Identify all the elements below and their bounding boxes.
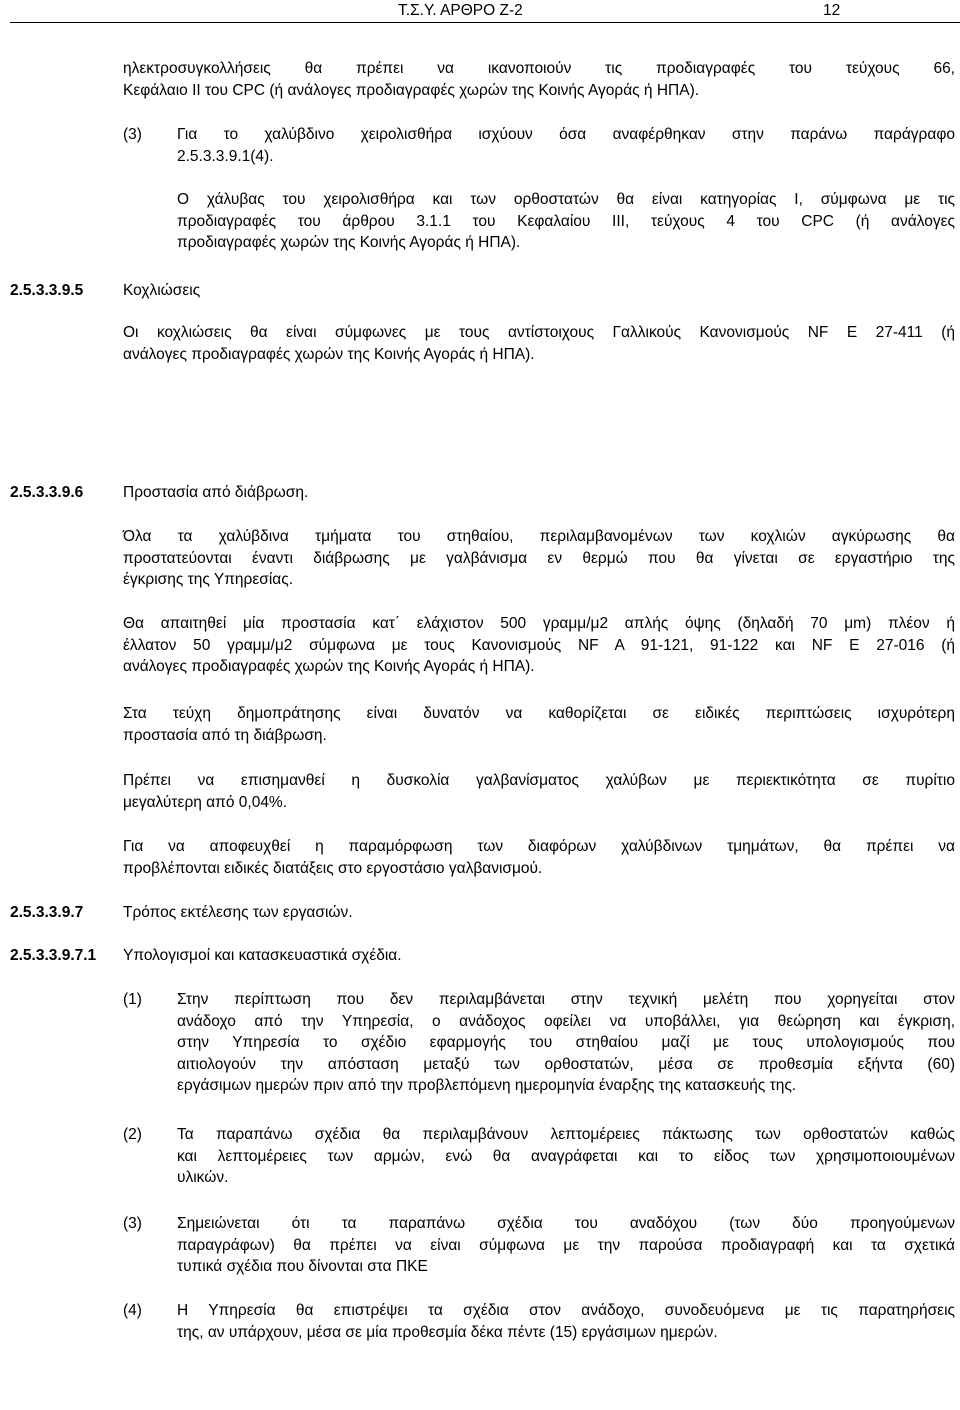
section-6-paragraph-2 [123, 613, 955, 678]
text-line: μεγαλύτερη από 0,04%. [123, 793, 288, 811]
item-number: (4) [123, 1302, 142, 1319]
text-line: προδιαγραφές χωρών της Κοινής Αγοράς ή ΗΠΑ). [177, 234, 521, 251]
text-line: 2.5.3.3.9.1(4). [177, 147, 274, 165]
text-line: Για το χαλύβδινο χειρολισθήρα ισχύουν όσα αναφέρθηκαν στην παράνω παράγραφο [177, 126, 955, 143]
text-line: προβλέπονται ειδικές διατάξεις στο εργοστάσιο γαλβανισμού. [123, 859, 543, 877]
text-line: Θα απαιτηθεί μία προστασία κατ΄ ελάχιστον 500 γραμμ/μ2 απλής όψης (δηλαδή 70 μm) πλέον ή [123, 615, 955, 632]
item-3-subparagraph [177, 189, 955, 254]
text-line: Πρέπει να επισημανθεί η δυσκολία γαλβανίσματος χαλύβων με περιεκτικότητα σε πυρίτιο [123, 772, 955, 789]
text-line: προδιαγραφές του άρθρου 3.1.1 του Κεφαλαίου ΙΙΙ, τεύχους 4 του CPC (ή ανάλογες [177, 212, 955, 230]
section-heading [10, 280, 83, 302]
section-6-paragraph-4 [123, 770, 955, 813]
item-number: (2) [123, 1126, 142, 1143]
text-line: ανάδοχο από την Υπηρεσία, ο ανάδοχος οφείλει να υποβάλλει, για θεώρηση και έγκριση, [177, 1012, 955, 1030]
text-line: παραγράφων) θα πρέπει να είναι σύμφωνα με την παρούσα προδιαγραφή και τα σχετικά [177, 1236, 955, 1254]
section-6-paragraph-3 [123, 703, 955, 746]
item-number: (3) [123, 126, 142, 143]
text-line: έλλατον 50 γραμμ/μ2 σύμφωνα με τους Κανονισμούς NF A 91-121, 91-122 και NF E 27-016 (ή [123, 636, 955, 654]
section-title: Προστασία από διάβρωση. [123, 484, 309, 501]
section-5-paragraph [123, 322, 955, 365]
header-divider [10, 22, 960, 23]
section-title: Τρόπος εκτέλεσης των εργασιών. [123, 904, 353, 921]
item-3-paragraph [177, 124, 955, 167]
text-line: ανάλογες προδιαγραφές χωρών της Κοινής Αγοράς ή ΗΠΑ). [123, 658, 535, 675]
text-line: αιτιολογούν την απόσταση μεταξύ των ορθοστατών, μέσα σε προθεσμία εξήντα (60) [177, 1055, 955, 1073]
list-item [177, 1124, 955, 1189]
section-title: Υπολογισμοί και κατασκευαστικά σχέδια. [123, 947, 402, 964]
text-line: Όλα τα χαλύβδινα τμήματα του στηθαίου, περιλαμβανομένων των κοχλιών αγκύρωσης θα [123, 528, 955, 545]
section-title: Κοχλιώσεις [123, 282, 201, 299]
text-line: Κεφάλαιο ΙΙ του CPC (ή ανάλογες προδιαγραφές χωρών της Κοινής Αγοράς ή ΗΠΑ). [123, 81, 700, 99]
text-line: υλικών. [177, 1169, 229, 1186]
text-line: Για να αποφευχθεί η παραμόρφωση των διαφόρων χαλύβδινων τμημάτων, θα πρέπει να [123, 838, 955, 855]
list-item [177, 1300, 955, 1343]
document-title: Τ.Σ.Υ. ΑΡΘΡΟ Ζ-2 [398, 2, 523, 19]
section-number: 2.5.3.3.9.7.1 [10, 947, 97, 964]
text-line: της, αν υπάρχουν, μέσα σε μία προθεσμία δέκα πέντε (15) εργάσιμων ημερών. [177, 1323, 718, 1341]
text-line: Η Υπηρεσία θα επιστρέψει τα σχέδια στον ανάδοχο, συνοδευόμενα με τις παρατηρήσεις [177, 1302, 955, 1319]
text-line: Στα τεύχη δημοπράτησης είναι δυνατόν να καθορίζεται σε ειδικές περιπτώσεις ισχυρότερη [123, 705, 955, 722]
list-item [177, 1213, 955, 1278]
item-number: (1) [123, 991, 142, 1008]
text-line: Τα παραπάνω σχέδια θα περιλαμβάνουν λεπτομέρειες πάκτωσης των ορθοστατών καθώς [177, 1126, 955, 1143]
text-line: ηλεκτροσυγκολλήσεις θα πρέπει να ικανοποιούν τις προδιαγραφές του τεύχους 66, [123, 60, 955, 77]
intro-paragraph [123, 58, 955, 101]
section-number: 2.5.3.3.9.5 [10, 282, 84, 299]
section-heading [10, 902, 83, 924]
text-line: προστατεύονται έναντι διάβρωσης με γαλβάνισμα εν θερμώ που θα γίνεται σε εργαστήριο της [123, 549, 955, 567]
text-line: Ο χάλυβας του χειρολισθήρα και των ορθοστατών θα είναι κατηγορίας Ι, σύμφωνα με τις [177, 191, 955, 208]
section-number: 2.5.3.3.9.7 [10, 904, 84, 921]
text-line: Οι κοχλιώσεις θα είναι σύμφωνες με τους αντίστοιχους Γαλλικούς Κανονισμούς NF E 27-411 (ή [123, 324, 955, 341]
section-6-paragraph-1 [123, 526, 955, 591]
page-header [0, 0, 960, 22]
text-line: εργάσιμων ημερών πριν από την προβλεπόμενη ημερομηνία έναρξης της κατασκευής της. [177, 1077, 797, 1094]
text-line: ανάλογες προδιαγραφές χωρών της Κοινής Αγοράς ή ΗΠΑ). [123, 345, 535, 363]
list-item [177, 989, 955, 1097]
section-number: 2.5.3.3.9.6 [10, 484, 84, 501]
item-number: (3) [123, 1215, 142, 1232]
text-line: Στην περίπτωση που δεν περιλαμβάνεται στην τεχνική μελέτη που χορηγείται στον [177, 991, 955, 1008]
text-line: τυπικά σχέδια που δίνονται στα ΠΚΕ [177, 1258, 428, 1275]
section-6-paragraph-5 [123, 836, 955, 879]
section-heading [10, 482, 83, 504]
text-line: Σημειώνεται ότι τα παραπάνω σχέδια του αναδόχου (των δύο προηγούμενων [177, 1215, 955, 1232]
text-line: προστασία από τη διάβρωση. [123, 726, 327, 744]
page-number: 12 [823, 2, 841, 19]
text-line: και λεπτομέρειες των αρμών, ενώ θα αναγράφεται και το είδος των χρησιμοποιουμένων [177, 1147, 955, 1165]
subsection-heading [10, 945, 96, 967]
text-line: στην Υπηρεσία το σχέδιο εφαρμογής του στηθαίου μαζί με τους υπολογισμούς που [177, 1034, 955, 1051]
text-line: έγκρισης της Υπηρεσίας. [123, 571, 294, 588]
